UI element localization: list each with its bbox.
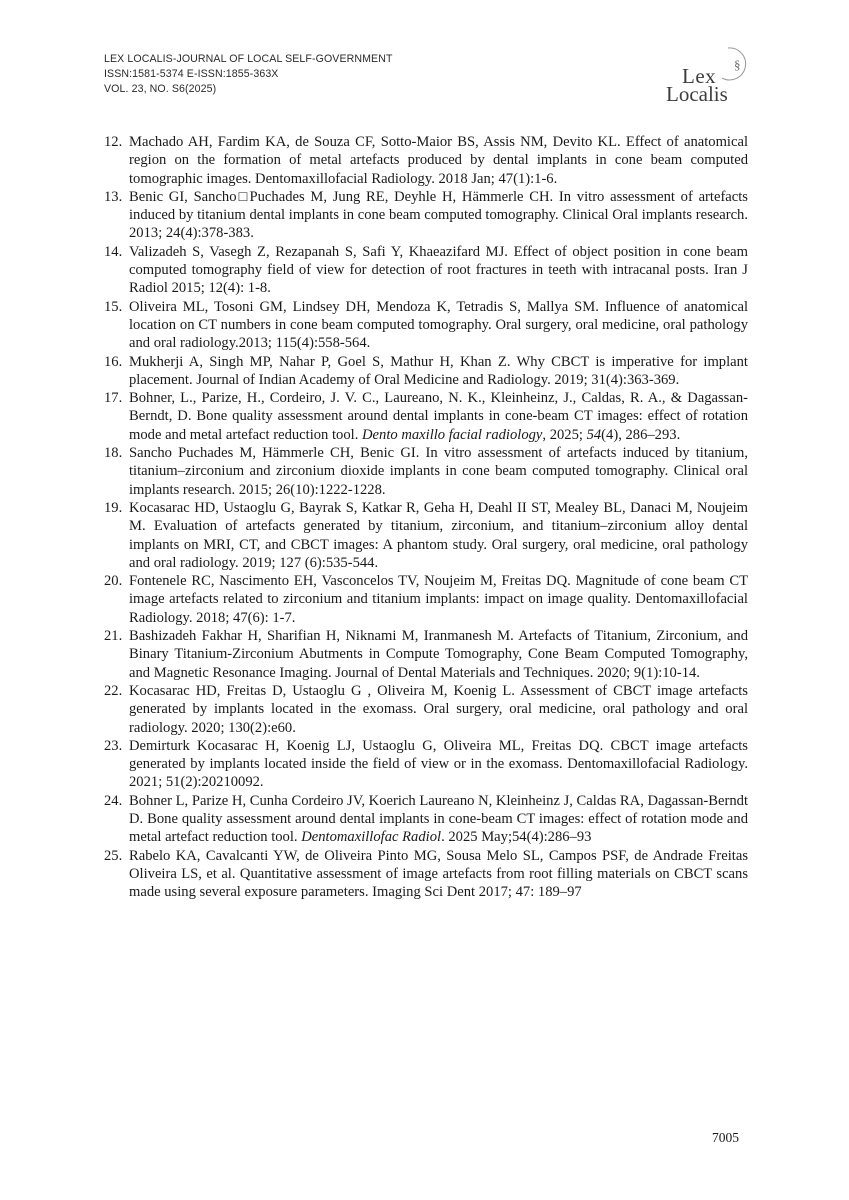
page-number: 7005 (712, 1130, 739, 1145)
reference-text: Fontenele RC, Nascimento EH, Vasconcelos TV, Noujeim M, Freitas DQ. Magnitude of cone beam CT image artefacts related to zirconium and titanium implants: impact on image quality. Dentomaxillofacial Radiology. 2018; 47(6): 1-7. (129, 573, 748, 626)
logo-word-localis: Localis (666, 82, 728, 106)
section-symbol-icon: § (734, 57, 741, 72)
reference-number: 23. (104, 737, 123, 754)
reference-text: Bashizadeh Fakhar H, Sharifian H, Niknami M, Iranmanesh M. Artefacts of Titanium, Zirconium, and Binary Titanium-Zirconium Abutments in Compute Tomography, Cone Beam Computed Tomography, and Magnetic Resonance Imaging. Journal of Dental Materials and Techniques. 2020; 9(1):10-14. (129, 628, 748, 681)
reference-item (104, 847, 748, 902)
reference-italic-segment: Dentomaxillofac Radiol (301, 829, 442, 846)
reference-number: 18. (104, 445, 123, 462)
reference-segment: , 2025; (542, 426, 587, 443)
journal-issn: ISSN:1581-5374 E-ISSN:1855-363X (104, 68, 279, 80)
reference-text (129, 389, 748, 444)
reference-item (104, 133, 748, 188)
reference-segment: . 2025 May;54(4):286–93 (441, 829, 592, 846)
reference-text: Machado AH, Fardim KA, de Souza CF, Sotto-Maior BS, Assis NM, Devito KL. Effect of anatomical region on the formation of metal artefacts produced by dental implants in cone beam computed tomographic images. Dentomaxillofacial Radiology. 2018 Jan; 47(1):1-6. (129, 134, 748, 187)
reference-number: 13. (104, 188, 123, 205)
reference-number: 20. (104, 573, 123, 590)
reference-item (104, 627, 748, 682)
reference-italic-segment: Dento maxillo facial radiology (362, 426, 543, 443)
reference-item (104, 499, 748, 572)
reference-number: 17. (104, 390, 123, 407)
reference-list (104, 133, 748, 901)
logo-word-lex: Lex (682, 64, 717, 88)
reference-number: 25. (104, 847, 123, 864)
journal-title: LEX LOCALIS-JOURNAL OF LOCAL SELF-GOVERNMENT (104, 53, 393, 65)
reference-segment: Bohner L, Parize H, Cunha Cordeiro JV, Koerich Laureano N, Kleinheinz J, Caldas RA, Dagassan-Berndt D. Bone quality assessment around dental implants in cone-beam CT images: effect of rotation mode and metal artefact reduction tool. (129, 792, 749, 846)
reference-text: Rabelo KA, Cavalcanti YW, de Oliveira Pinto MG, Sousa Melo SL, Campos PSF, de Andrade Freitas Oliveira LS, et al. Quantitative assessment of image artefacts from root filling materials on CBCT scans made using several exposure parameters. Imaging Sci Dent 2017; 47: 189–97 (129, 847, 748, 901)
reference-number: 14. (104, 243, 123, 260)
reference-item (104, 298, 748, 353)
reference-text: Sancho Puchades M, Hämmerle CH, Benic GI. In vitro assessment of artefacts induced by titanium, titanium–zirconium and zirconium dioxide implants in cone beam computed tomography. Clinical oral implants research. 2015; 26(10):1222-1228. (129, 445, 748, 498)
reference-text: Benic GI, Sancho□Puchades M, Jung RE, Deyhle H, Hämmerle CH. In vitro assessment of artefacts induced by titanium dental implants in cone beam computed tomography. Clinical Oral implants research. 2013; 24(4):378-383. (129, 188, 748, 242)
reference-text: Valizadeh S, Vasegh Z, Rezapanah S, Safi Y, Khaeazifard MJ. Effect of object position in cone beam computed tomography field of view for detection of root fractures in teeth with intracanal posts. Iran J Radiol 2015; 12(4): 1-8. (129, 243, 748, 297)
journal-volume: VOL. 23, NO. S6(2025) (104, 83, 217, 95)
reference-segment: Bohner, L., Parize, H., Cordeiro, J. V. C., Laureano, N. K., Kleinheinz, J., Caldas, R. A., & Dagassan-Berndt, D. Bone quality assessment around dental implants in cone-beam CT images: effect of rotation mode and metal artefact reduction tool. (129, 390, 748, 443)
lex-localis-logo (662, 42, 754, 108)
reference-text: Mukherji A, Singh MP, Nahar P, Goel S, Mathur H, Khan Z. Why CBCT is imperative for implant placement. Journal of Indian Academy of Oral Medicine and Radiology. 2019; 31(4):363-369. (129, 353, 748, 388)
reference-item (104, 572, 748, 627)
reference-text: Oliveira ML, Tosoni GM, Lindsey DH, Mendoza K, Tetradis S, Mallya SM. Influence of anatomical location on CT numbers in cone beam computed tomography. Oral surgery, oral medicine, oral pathology and oral radiology.2013; 115(4):558-564. (129, 298, 748, 352)
reference-number: 24. (104, 792, 123, 809)
reference-item (104, 737, 748, 792)
reference-text: Kocasarac HD, Ustaoglu G, Bayrak S, Katkar R, Geha H, Deahl II ST, Mealey BL, Danaci M, Noujeim M. Evaluation of artefacts generated by titanium, zirconium, and titanium–zirconium alloy dental implants on MRI, CT, and CBCT images: A phantom study. Oral surgery, oral medicine, oral pathology and oral radiology. 2019; 127 (6):535-544. (129, 499, 748, 571)
reference-item (104, 389, 748, 444)
journal-header (104, 52, 744, 97)
reference-text: Kocasarac HD, Freitas D, Ustaoglu G , Oliveira M, Koenig L. Assessment of CBCT image artefacts generated by implants located in the exomass. Oral surgery, oral medicine, oral pathology and oral radiology. 2020; 130(2):e60. (129, 682, 748, 736)
reference-number: 15. (104, 298, 123, 315)
reference-text: Demirturk Kocasarac H, Koenig LJ, Ustaoglu G, Oliveira ML, Freitas DQ. CBCT image artefacts generated by implants located inside the field of view or in the exomass. Dentomaxillofacial Radiology. 2021; 51(2):20210092. (129, 737, 748, 791)
reference-number: 22. (104, 682, 123, 699)
reference-item (104, 353, 748, 390)
reference-number: 16. (104, 353, 123, 370)
reference-number: 12. (104, 134, 123, 150)
reference-number: 21. (104, 628, 123, 645)
reference-number: 19. (104, 499, 123, 516)
reference-item (104, 682, 748, 737)
reference-item (104, 188, 748, 243)
reference-italic-segment: 54 (586, 426, 602, 443)
reference-text (129, 792, 748, 847)
reference-item (104, 444, 748, 499)
reference-item (104, 243, 748, 298)
reference-item (104, 792, 748, 847)
reference-segment: (4), 286–293. (601, 426, 681, 443)
